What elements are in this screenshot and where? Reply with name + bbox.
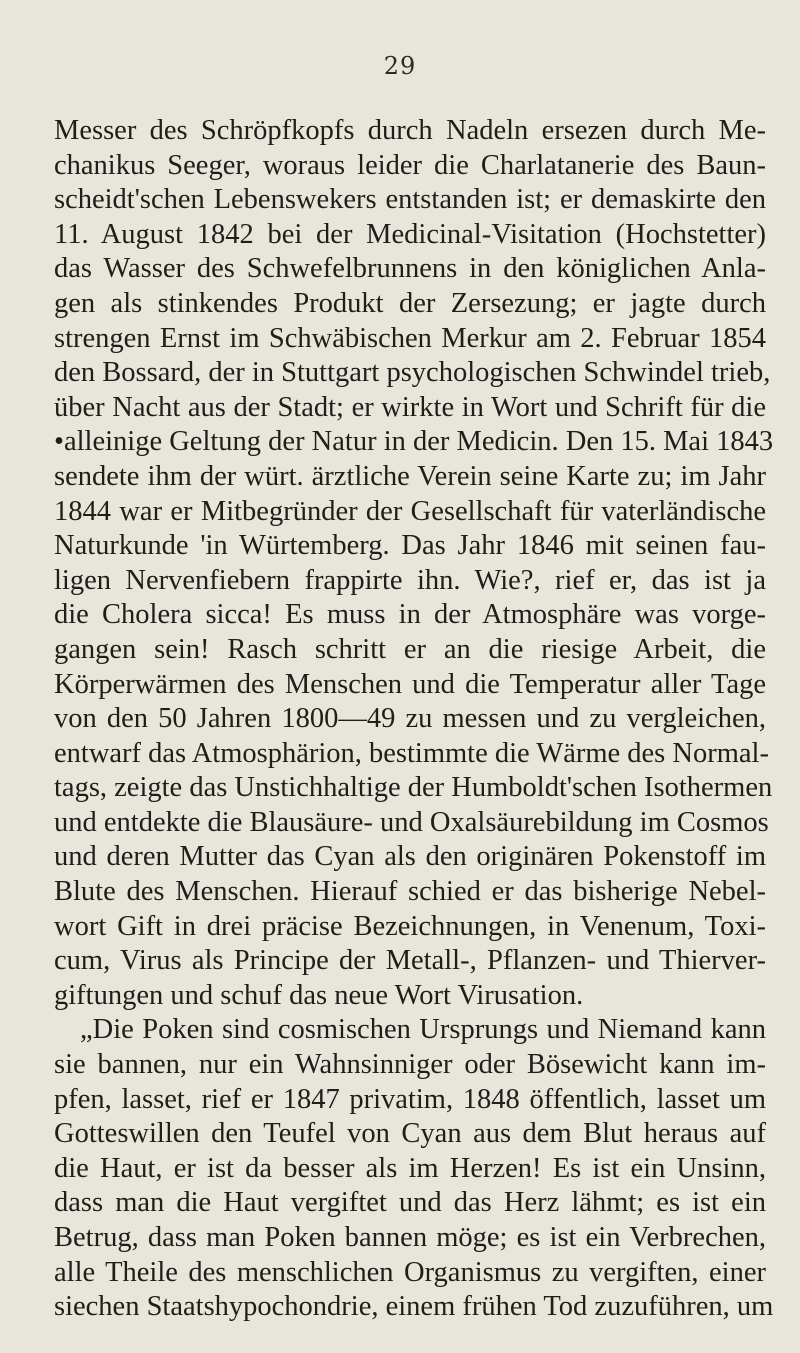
text-line: Betrug, dass man Poken bannen möge; es ist ein Verbrechen, bbox=[54, 1222, 766, 1253]
text-line: sendete ihm der würt. ärztliche Verein seine Karte zu; im Jahr bbox=[54, 460, 766, 492]
text-line: entwarf das Atmosphärion, bestimmte die Wärme des Normal- bbox=[54, 737, 769, 769]
text-line: den Bossard, der in Stuttgart psychologischen Schwindel trieb, bbox=[54, 357, 771, 389]
text-line: 1844 war er Mitbegründer der Gesellschaft für vaterländische bbox=[54, 495, 766, 527]
text-line: dass man die Haut vergiftet und das Herz lähmt; es ist ein bbox=[54, 1187, 766, 1219]
text-line: •alleinige Geltung der Natur in der Medicin. Den 15. Mai 1843 bbox=[54, 426, 774, 458]
text-line-paragraph-start: „Die Poken sind cosmischen Ursprungs und Niemand kann bbox=[80, 1014, 766, 1046]
text-line: Gotteswillen den Teufel von Cyan aus dem Blut heraus auf bbox=[54, 1118, 766, 1150]
text-line: Körperwärmen des Menschen und die Temperatur aller Tage bbox=[54, 668, 766, 700]
text-line: von den 50 Jahren 1800—49 zu messen und zu vergleichen, bbox=[54, 703, 766, 735]
text-line: gen als stinkendes Produkt der Zersezung; er jagte durch bbox=[54, 287, 766, 319]
text-line: sie bannen, nur ein Wahnsinniger oder Bösewicht kann im- bbox=[54, 1049, 766, 1081]
text-line: gangen sein! Rasch schritt er an die riesige Arbeit, die bbox=[54, 633, 766, 665]
text-line: die Cholera sicca! Es muss in der Atmosphäre was vorge- bbox=[54, 599, 766, 631]
text-line: über Nacht aus der Stadt; er wirkte in Wort und Schrift für die bbox=[54, 391, 766, 423]
text-line: scheidt'schen Lebenswekers entstanden ist; er demaskirte den bbox=[54, 184, 766, 216]
text-line: Messer des Schröpfkopfs durch Nadeln ersezen durch Me- bbox=[54, 115, 766, 146]
text-line: pfen, lasset, rief er 1847 privatim, 1848 öffentlich, lasset um bbox=[54, 1083, 766, 1115]
text-line: chanikus Seeger, woraus leider die Charlatanerie des Baun- bbox=[54, 149, 766, 181]
text-line: 11. August 1842 bei der Medicinal-Visitation (Hochstetter) bbox=[54, 218, 766, 250]
page-number: 29 bbox=[383, 52, 417, 80]
text-line: siechen Staatshypochondrie, einem frühen Tod zuzuführen, um bbox=[54, 1291, 774, 1323]
text-line: alle Theile des menschlichen Organismus zu vergiften, einer bbox=[54, 1256, 766, 1288]
body-text bbox=[54, 114, 774, 1325]
text-line: cum, Virus als Principe der Metall-, Pflanzen- und Thierver- bbox=[54, 945, 766, 977]
text-line: Blute des Menschen. Hierauf schied er das bisherige Nebel- bbox=[54, 876, 766, 908]
text-line: und entdekte die Blausäure- und Oxalsäurebildung im Cosmos bbox=[54, 806, 769, 838]
text-line: Naturkunde 'in Würtemberg. Das Jahr 1846 mit seinen fau- bbox=[54, 530, 766, 562]
text-line-paragraph-end: giftungen und schuf das neue Wort Virusation. bbox=[54, 979, 584, 1011]
text-line: das Wasser des Schwefelbrunnens in den königlichen Anla- bbox=[54, 253, 766, 285]
text-line: tags, zeigte das Unstichhaltige der Humboldt'schen Isothermen bbox=[54, 772, 773, 804]
text-line: und deren Mutter das Cyan als den originären Pokenstoff im bbox=[54, 841, 766, 873]
text-line: wort Gift in drei präcise Bezeichnungen, in Venenum, Toxi- bbox=[54, 910, 766, 942]
text-line: die Haut, er ist da besser als im Herzen! Es ist ein Unsinn, bbox=[54, 1152, 766, 1184]
text-line: ligen Nervenfiebern frappirte ihn. Wie?, rief er, das ist ja bbox=[54, 564, 766, 596]
text-line: strengen Ernst im Schwäbischen Merkur am 2. Februar 1854 bbox=[54, 322, 766, 354]
